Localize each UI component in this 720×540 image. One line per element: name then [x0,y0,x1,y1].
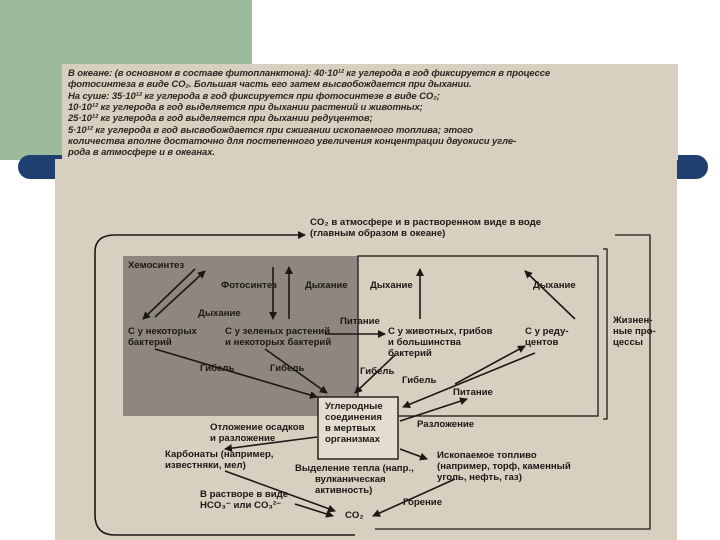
passage-line: рода в атмосфере и в океанах. [68,147,215,158]
nutrition-label: Питание [340,316,380,327]
fossil-fuel-label: Ископаемое топливо (например, торф, каменный уголь, нефть, газ) [437,450,571,483]
sedimentation-label: Отложение осадков и разложение [210,422,305,444]
chemosynthesis-label: Хемосинтез [128,260,185,271]
nutrition-label-2: Питание [453,387,493,398]
passage-line: количества вполне достаточно для постепенного увеличения концентрации двуокиси угле- [68,136,517,147]
decomposition-label: Разложение [417,419,475,430]
passage-line: В океане: (в основном в составе фитопланктона): 40·10¹² кг углерода в год фиксируется в процессе [68,68,551,79]
respiration-label-green: Дыхание [305,280,348,291]
respiration-label-reducers: Дыхание [533,280,576,291]
death-label-3: Гибель [360,366,395,377]
carbon-reducers-label: С у реду- центов [525,326,569,348]
passage-line: 5·10¹² кг углерода в год высвобождается при сжигании ископаемого топлива; этого [68,125,473,136]
carbon-bacteria-label: С у некоторых бактерий [128,326,197,348]
atmosphere-label: CO₂ в атмосфере и в растворенном виде в воде (главным образом в океане) [310,217,542,239]
passage-line: фотосинтеза в виде CO₂. Большая часть его затем высвобождается при дыхании. [68,79,472,90]
carbon-animals-label: С у животных, грибов и большинства бактерий [388,326,493,359]
heat-release-label: Выделение тепла (напр., вулканическая активность) [295,463,414,496]
carbonates-label: Карбонаты (например, известняки, мел) [165,449,274,471]
combustion-label: Горение [403,497,443,508]
passage-line: На суше: 35·10¹² кг углерода в год фиксируется при фотосинтезе в виде CO₂; [68,91,440,102]
respiration-label-animals: Дыхание [370,280,413,291]
passage-line: 25·10¹² кг углерода в год выделяется при дыхании редуцентов; [68,113,373,124]
dissolved-forms-label: В растворе в виде HCO₃⁻ или CO₃²⁻ [200,489,289,511]
scanned-text-passage [62,64,678,160]
life-processes-label: Жизнен- ные про- цессы [613,315,656,348]
carbon-green-plants-label: С у зеленых растений и некоторых бактерий [225,326,332,348]
dead-organics-label: Углеродные соединения в мертвых организмах [325,401,383,445]
death-label-4: Гибель [402,375,437,386]
passage-line: 10·10¹² кг углерода в год выделяется при дыхании растений и животных; [68,102,423,113]
death-label-1: Гибель [200,363,235,374]
death-label-2: Гибель [270,363,305,374]
co2-bottom-label: CO₂ [345,510,364,521]
photosynthesis-label: Фотосинтез [221,280,277,291]
respiration-label-bacteria: Дыхание [198,308,241,319]
carbon-cycle-diagram [55,159,677,540]
